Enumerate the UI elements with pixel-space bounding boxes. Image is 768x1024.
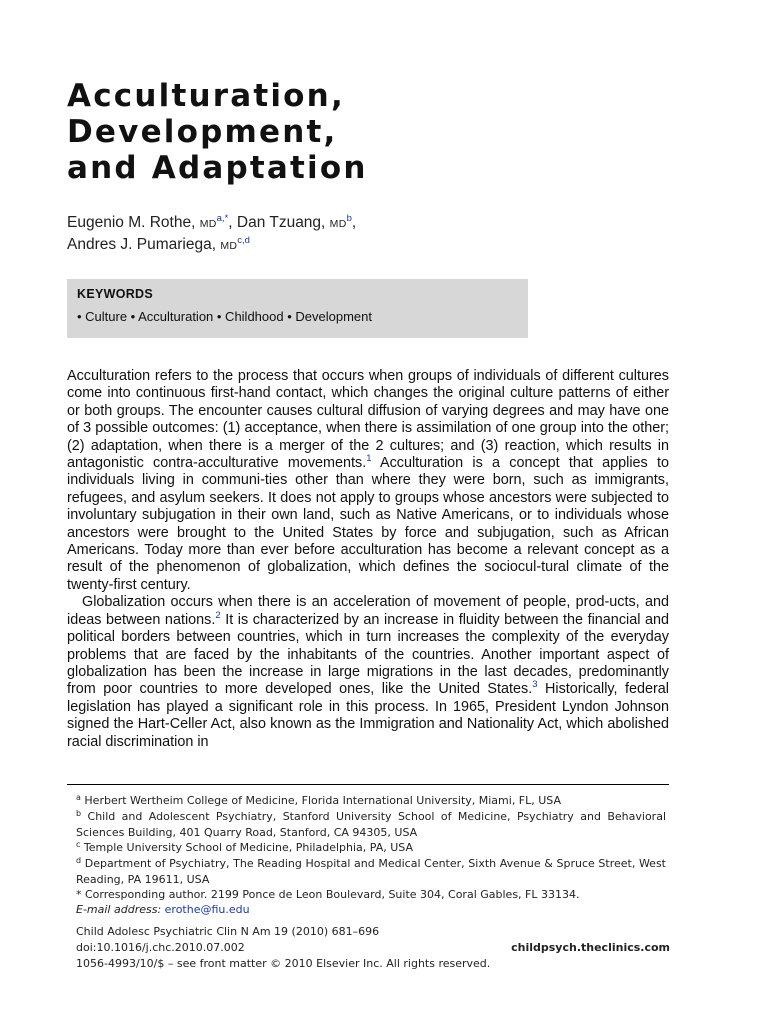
body-paragraph-2 bbox=[67, 594, 669, 751]
footnote-a bbox=[76, 793, 666, 809]
keywords-heading: KEYWORDS bbox=[77, 287, 154, 301]
paragraph-text: It is characterized by an increase in fluidity between the financial and political borders between countries, which in turn increases the complexity of the everyday problems that are faced by the inhabitants of the countries. Another important aspect of globalization has been the increase in large migrations in the last decades, predominantly from poor countries to more developed ones, like the United States. bbox=[67, 611, 669, 698]
paragraph-text: Acculturation refers to the process that occurs when groups of individuals of different cultures come into continuous first-hand contact, which changes the original culture patterns of either or both groups. The encounter causes cultural diffusion of varying degrees and may have one of 3 possible outcomes: (1) acceptance, when there is assimilation of one group into the other; (2) adaptation, when there is a merger of the 2 cultures; and (3) reaction, which results in antagonistic contra-acculturative movements. bbox=[67, 368, 669, 472]
footnote-b bbox=[76, 809, 666, 840]
doi-row bbox=[76, 940, 670, 956]
keywords-box bbox=[67, 279, 528, 338]
author-3-degree: MD bbox=[220, 240, 238, 252]
footnotes bbox=[76, 793, 666, 917]
body-paragraph-1 bbox=[67, 368, 669, 594]
email-label: E-mail address: bbox=[76, 903, 162, 916]
author-separator: , bbox=[351, 214, 357, 231]
title-line-2: Development, bbox=[67, 114, 338, 150]
paragraph-text: Globalization occurs when there is an acceleration of movement of people, prod-ucts, and ideas between nations. bbox=[67, 594, 669, 628]
author-3-affiliation-link[interactable]: c,d bbox=[237, 235, 250, 246]
article-body bbox=[67, 368, 669, 751]
journal-citation: Child Adolesc Psychiatric Clin N Am 19 (2010) 681–696 bbox=[76, 925, 380, 938]
footnote-text: Herbert Wertheim College of Medicine, Florida International University, Miami, FL, USA bbox=[84, 794, 562, 807]
footnote-marker: d bbox=[76, 856, 82, 865]
reference-link-2[interactable]: 2 bbox=[215, 609, 221, 621]
author-list bbox=[67, 213, 687, 257]
reference-link-3[interactable]: 3 bbox=[532, 679, 538, 691]
doi: doi:10.1016/j.chc.2010.07.002 bbox=[76, 941, 245, 954]
author-1-affiliation-link[interactable]: a,* bbox=[216, 213, 229, 224]
footnote-text: Child and Adolescent Psychiatry, Stanford University School of Medicine, Psychiatry and Behavioral Sciences Building, 401 Quarry Road, Stanford, CA 94305, USA bbox=[76, 810, 667, 839]
author-3-name: Andres J. Pumariega, bbox=[67, 236, 221, 253]
author-1-name: Eugenio M. Rothe, bbox=[67, 214, 200, 231]
footnote-c bbox=[76, 840, 666, 856]
author-2-affiliation-link[interactable]: b bbox=[346, 213, 352, 224]
author-2-degree: MD bbox=[329, 218, 347, 230]
author-separator: , bbox=[228, 214, 237, 231]
title-line-1: Acculturation, bbox=[67, 78, 345, 114]
reference-link-1[interactable]: 1 bbox=[366, 453, 372, 465]
paragraph-text: Historically, federal legislation has played a significant role in this process. In 1965, President Lyndon Johnson signed the Hart-Celler Act, also known as the Immigration and Nationality Act, which abolished racial discrimination in bbox=[67, 681, 669, 750]
footnote-divider bbox=[67, 784, 669, 785]
footnote-marker: a bbox=[76, 793, 81, 802]
footnote-marker: b bbox=[76, 809, 82, 818]
author-1-degree: MD bbox=[199, 218, 217, 230]
keywords-list: • Culture • Acculturation • Childhood • Development bbox=[77, 309, 372, 324]
footnote-marker: c bbox=[76, 840, 81, 849]
copyright-line: 1056-4993/10/$ – see front matter © 2010 Elsevier Inc. All rights reserved. bbox=[76, 957, 491, 970]
footnote-text: Temple University School of Medicine, Philadelphia, PA, USA bbox=[83, 841, 413, 854]
title-line-3: and Adaptation bbox=[67, 150, 368, 186]
journal-website[interactable]: childpsych.theclinics.com bbox=[511, 941, 670, 954]
journal-info bbox=[76, 924, 670, 972]
paragraph-text: Acculturation is a concept that applies to individuals living in communi-ties other than where they were born, such as immigrants, refugees, and asylum seekers. It does not apply to groups whose ancestors were subjected to involuntary subjugation in their own land, such as Native Americans, or to individuals whose ancestors were brought to the United States by force and subjugation, such as African Americans. Today more than ever before acculturation has become a relevant concept as a result of the phenomenon of globalization, which defines the sociocul-tural climate of the twenty-first century. bbox=[67, 455, 669, 593]
author-2-name: Dan Tzuang, bbox=[236, 214, 330, 231]
email-link[interactable]: erothe@fiu.edu bbox=[164, 903, 250, 916]
footnote-text: Department of Psychiatry, The Reading Hospital and Medical Center, Sixth Avenue & Spruce Street, West Reading, PA 19611, USA bbox=[76, 857, 666, 886]
corresponding-author: * Corresponding author. 2199 Ponce de Leon Boulevard, Suite 304, Coral Gables, FL 33134. bbox=[76, 888, 580, 901]
article-title bbox=[67, 78, 368, 186]
footnote-d bbox=[76, 856, 666, 887]
email-line bbox=[76, 902, 666, 917]
